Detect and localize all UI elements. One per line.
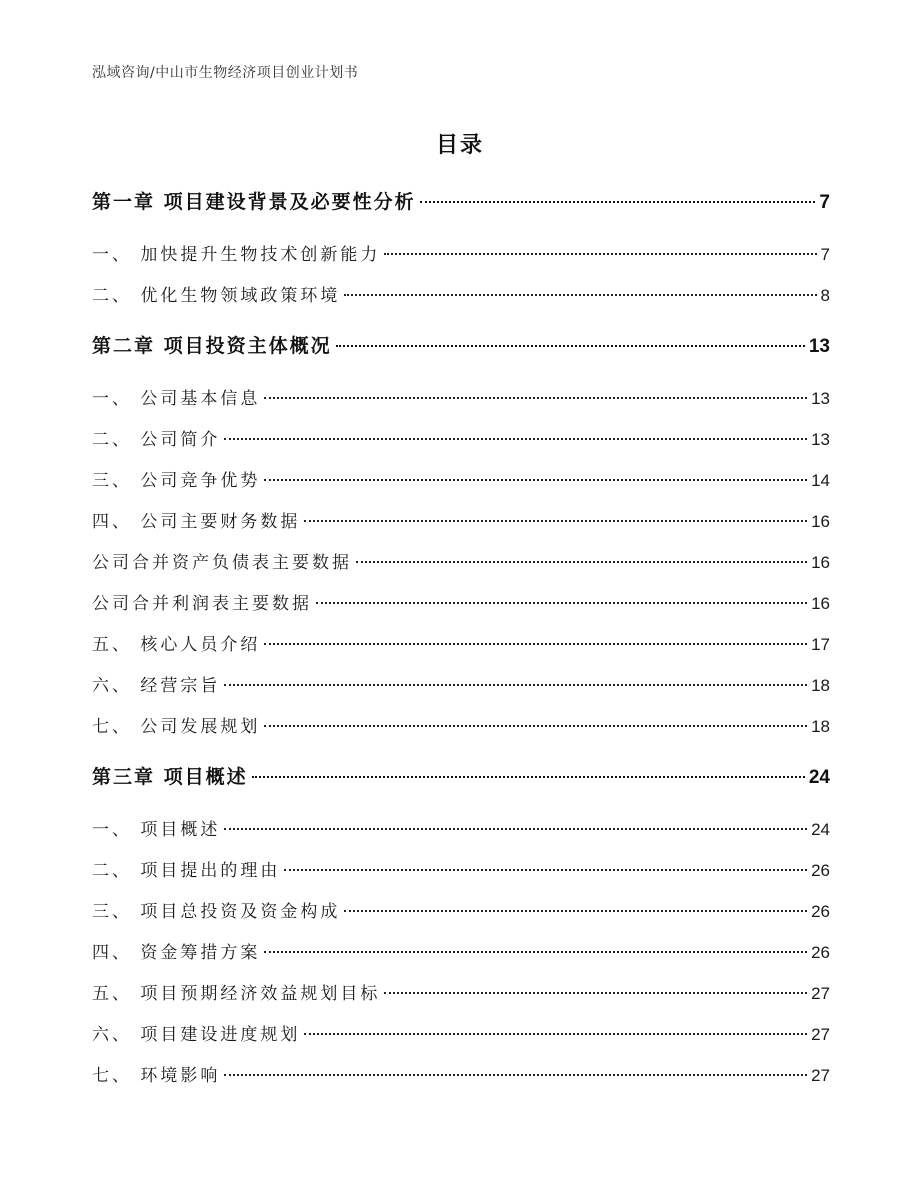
dot-leader bbox=[420, 201, 816, 203]
toc-entry-section[interactable] bbox=[92, 466, 830, 491]
toc-entry-label: 一、 加快提升生物技术创新能力 bbox=[92, 245, 381, 265]
dot-leader bbox=[384, 992, 807, 994]
toc-entry-label: 公司合并利润表主要数据 bbox=[92, 594, 312, 614]
toc-entry-page: 24 bbox=[808, 767, 830, 788]
toc-entry-label: 七、 环境影响 bbox=[92, 1066, 221, 1086]
toc-entry-label: 一、 项目概述 bbox=[92, 820, 221, 840]
toc-entry-page: 18 bbox=[811, 676, 830, 695]
dot-leader bbox=[264, 479, 807, 481]
toc-entry-page: 27 bbox=[811, 1066, 830, 1085]
toc-entry-label: 七、 公司发展规划 bbox=[92, 717, 261, 737]
toc-entry-section[interactable] bbox=[92, 712, 830, 737]
toc-entry-label: 三、 项目总投资及资金构成 bbox=[92, 902, 341, 922]
dot-leader bbox=[304, 1033, 807, 1035]
toc-entry-page: 7 bbox=[820, 245, 830, 264]
toc-entry-page: 8 bbox=[820, 286, 830, 305]
toc-entry-section[interactable] bbox=[92, 897, 830, 922]
toc-entry-label: 三、 公司竞争优势 bbox=[92, 471, 261, 491]
toc-entry-page: 24 bbox=[811, 820, 830, 839]
toc-entry-page: 26 bbox=[811, 943, 830, 962]
toc-entry-page: 27 bbox=[811, 984, 830, 1003]
dot-leader bbox=[264, 725, 807, 727]
toc-entry-label: 四、 资金筹措方案 bbox=[92, 943, 261, 963]
dot-leader bbox=[264, 643, 807, 645]
toc-entry-page: 18 bbox=[811, 717, 830, 736]
dot-leader bbox=[264, 397, 807, 399]
dot-leader bbox=[224, 684, 807, 686]
toc-entry-page: 13 bbox=[808, 336, 830, 357]
dot-leader bbox=[344, 294, 816, 296]
toc-entry-section[interactable] bbox=[92, 384, 830, 409]
toc-entry-section[interactable] bbox=[92, 1020, 830, 1045]
dot-leader bbox=[336, 345, 805, 347]
toc-entry-section[interactable] bbox=[92, 938, 830, 963]
toc-entry-label: 第一章 项目建设背景及必要性分析 bbox=[92, 191, 416, 213]
toc-entry-chapter[interactable] bbox=[92, 762, 830, 789]
toc-entry-section[interactable] bbox=[92, 815, 830, 840]
toc-title: 目录 bbox=[435, 133, 484, 158]
toc-entry-section[interactable] bbox=[92, 589, 830, 614]
toc-entry-page: 27 bbox=[811, 1025, 830, 1044]
toc-entry-chapter[interactable] bbox=[92, 187, 830, 214]
toc-entry-label: 二、 优化生物领域政策环境 bbox=[92, 286, 341, 306]
dot-leader bbox=[316, 602, 807, 604]
toc-entry-section[interactable] bbox=[92, 856, 830, 881]
toc-entry-label: 五、 核心人员介绍 bbox=[92, 635, 261, 655]
toc-entry-label: 一、 公司基本信息 bbox=[92, 389, 261, 409]
toc-entry-label: 五、 项目预期经济效益规划目标 bbox=[92, 984, 381, 1004]
dot-leader bbox=[224, 1074, 807, 1076]
toc-entry-page: 13 bbox=[811, 389, 830, 408]
toc-entry-section[interactable] bbox=[92, 1061, 830, 1086]
toc-entry-label: 二、 项目提出的理由 bbox=[92, 861, 281, 881]
toc-entry-section[interactable] bbox=[92, 630, 830, 655]
toc-entry-section[interactable] bbox=[92, 671, 830, 696]
toc-entry-section[interactable] bbox=[92, 425, 830, 450]
toc-entry-page: 16 bbox=[811, 553, 830, 572]
toc-entry-page: 14 bbox=[811, 471, 830, 490]
toc-entry-section[interactable] bbox=[92, 281, 830, 306]
dot-leader bbox=[224, 828, 807, 830]
toc-entry-label: 第三章 项目概述 bbox=[92, 766, 248, 788]
dot-leader bbox=[344, 910, 807, 912]
dot-leader bbox=[252, 776, 805, 778]
toc-entry-page: 16 bbox=[811, 512, 830, 531]
dot-leader bbox=[224, 438, 807, 440]
toc-entry-label: 二、 公司简介 bbox=[92, 430, 221, 450]
running-header: 泓域咨询/中山市生物经济项目创业计划书 bbox=[92, 65, 359, 81]
toc-entry-label: 六、 项目建设进度规划 bbox=[92, 1025, 301, 1045]
toc-entry-label: 第二章 项目投资主体概况 bbox=[92, 335, 332, 357]
toc-entry-page: 13 bbox=[811, 430, 830, 449]
toc-entry-page: 16 bbox=[811, 594, 830, 613]
toc-entry-label: 公司合并资产负债表主要数据 bbox=[92, 553, 352, 573]
toc-entry-section[interactable] bbox=[92, 240, 830, 265]
dot-leader bbox=[356, 561, 807, 563]
toc-list bbox=[92, 0, 830, 1191]
toc-entry-page: 26 bbox=[811, 861, 830, 880]
toc-entry-page: 7 bbox=[819, 192, 830, 213]
toc-entry-section[interactable] bbox=[92, 507, 830, 532]
toc-entry-chapter[interactable] bbox=[92, 331, 830, 358]
toc-entry-page: 17 bbox=[811, 635, 830, 654]
toc-entry-label: 六、 经营宗旨 bbox=[92, 676, 221, 696]
dot-leader bbox=[284, 869, 807, 871]
toc-entry-label: 四、 公司主要财务数据 bbox=[92, 512, 301, 532]
toc-entry-section[interactable] bbox=[92, 979, 830, 1004]
toc-entry-page: 26 bbox=[811, 902, 830, 921]
dot-leader bbox=[384, 253, 816, 255]
toc-entry-section[interactable] bbox=[92, 548, 830, 573]
dot-leader bbox=[304, 520, 807, 522]
dot-leader bbox=[264, 951, 807, 953]
